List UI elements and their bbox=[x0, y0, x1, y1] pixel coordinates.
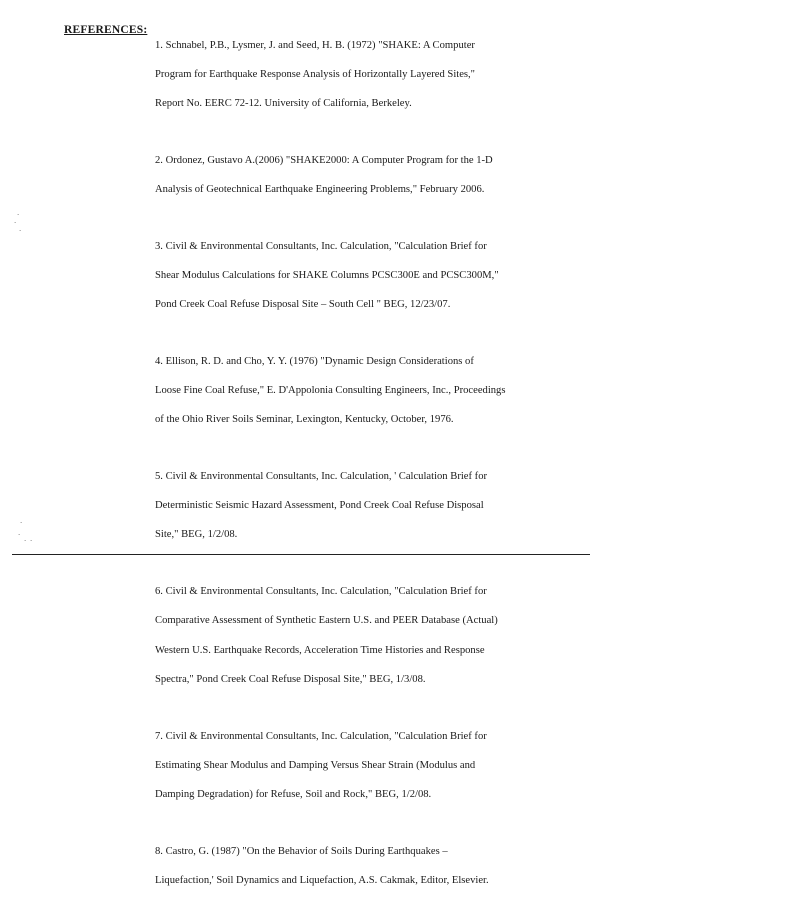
reference-line: Analysis of Geotechnical Earthquake Engineering Problems," February 2006. bbox=[155, 183, 485, 195]
reference-line: 8. Castro, G. (1987) "On the Behavior of Soils During Earthquakes – bbox=[155, 845, 448, 857]
scan-speck: · bbox=[17, 211, 20, 219]
reference-line: Shear Modulus Calculations for SHAKE Columns PCSC300E and PCSC300M," bbox=[155, 269, 499, 281]
reference-line: 3. Civil & Environmental Consultants, Inc. Calculation, "Calculation Brief for bbox=[155, 240, 487, 252]
reference-7 bbox=[155, 715, 555, 817]
reference-line: Liquefaction,' Soil Dynamics and Liquefaction, A.S. Cakmak, Editor, Elsevier. bbox=[155, 874, 489, 886]
footer-rule bbox=[12, 554, 590, 555]
reference-line: 4. Ellison, R. D. and Cho, Y. Y. (1976) "Dynamic Design Considerations of bbox=[155, 355, 474, 367]
reference-line: 6. Civil & Environmental Consultants, Inc. Calculation, "Calculation Brief for bbox=[155, 586, 487, 598]
references-list bbox=[155, 24, 555, 903]
reference-line: Program for Earthquake Response Analysis of Horizontally Layered Sites," bbox=[155, 68, 476, 80]
reference-4 bbox=[155, 340, 555, 442]
reference-line: 1. Schnabel, P.B., Lysmer, J. and Seed, H. B. (1972) "SHAKE: A Computer bbox=[155, 39, 475, 51]
reference-line: Report No. EERC 72-12. University of California, Berkeley. bbox=[155, 97, 412, 109]
reference-line: Comparative Assessment of Synthetic Eastern U.S. and PEER Database (Actual) bbox=[155, 615, 498, 627]
scan-speck: · bbox=[18, 531, 21, 539]
reference-line: 5. Civil & Environmental Consultants, Inc. Calculation, ' Calculation Brief for bbox=[155, 471, 488, 483]
reference-line: Estimating Shear Modulus and Damping Versus Shear Strain (Modulus and bbox=[155, 759, 476, 771]
reference-line: Deterministic Seismic Hazard Assessment, Pond Creek Coal Refuse Disposal bbox=[155, 500, 484, 512]
reference-line: Damping Degradation) for Refuse, Soil and Rock," BEG, 1/2/08. bbox=[155, 788, 432, 800]
reference-line: 7. Civil & Environmental Consultants, Inc. Calculation, "Calculation Brief for bbox=[155, 730, 487, 742]
reference-line: Site," BEG, 1/2/08. bbox=[155, 529, 238, 541]
reference-3 bbox=[155, 225, 555, 327]
reference-line: of the Ohio River Soils Seminar, Lexington, Kentucky, October, 1976. bbox=[155, 414, 454, 426]
references-heading: REFERENCES: bbox=[64, 24, 148, 36]
reference-line: Western U.S. Earthquake Records, Acceleration Time Histories and Response bbox=[155, 644, 485, 656]
reference-line: Spectra," Pond Creek Coal Refuse Disposal Site," BEG, 1/3/08. bbox=[155, 673, 426, 685]
reference-6 bbox=[155, 571, 555, 702]
reference-2 bbox=[155, 139, 555, 212]
reference-line: 2. Ordonez, Gustavo A.(2006) "SHAKE2000: A Computer Program for the 1-D bbox=[155, 154, 493, 166]
scan-speck: · bbox=[24, 537, 27, 545]
scan-speck: · bbox=[30, 537, 33, 545]
reference-5 bbox=[155, 455, 555, 557]
scan-speck: · bbox=[14, 219, 17, 227]
reference-line: Loose Fine Coal Refuse," E. D'Appolonia Consulting Engineers, Inc., Proceedings bbox=[155, 385, 506, 397]
reference-line: Pond Creek Coal Refuse Disposal Site – South Cell " BEG, 12/23/07. bbox=[155, 299, 451, 311]
scan-speck: · bbox=[20, 519, 23, 527]
reference-1 bbox=[155, 24, 555, 126]
reference-8 bbox=[155, 830, 555, 903]
scan-speck: · bbox=[19, 227, 22, 235]
